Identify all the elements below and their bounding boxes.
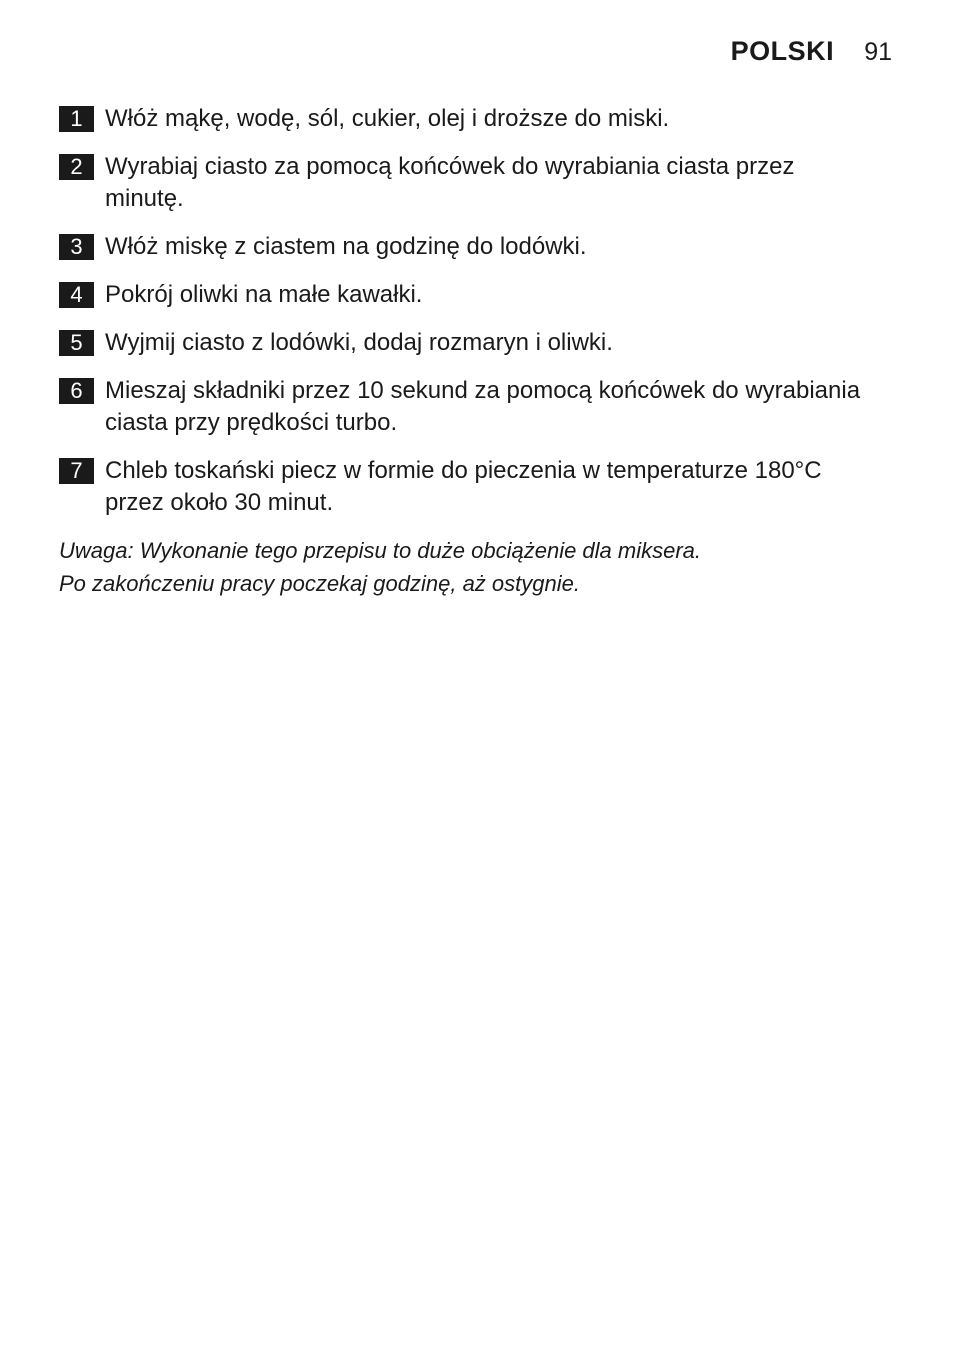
step-text: Chleb toskański piecz w formie do pieczenia w temperaturze 180°C przez około 30 minut. — [105, 457, 822, 516]
page-number: 91 — [864, 38, 892, 66]
step-number-badge: 2 — [59, 154, 94, 180]
note-line: Uwaga: Wykonanie tego przepisu to duże obciążenie dla miksera. — [59, 538, 702, 563]
recipe-steps — [59, 103, 879, 535]
step-number-badge: 3 — [59, 234, 94, 260]
step-item — [59, 103, 879, 135]
step-text: Włóż mąkę, wodę, sól, cukier, olej i droższe do miski. — [105, 105, 670, 132]
step-item — [59, 455, 879, 519]
step-number-badge: 1 — [59, 106, 94, 132]
note-block — [59, 534, 879, 600]
page-header — [731, 36, 892, 67]
step-text: Wyjmij ciasto z lodówki, dodaj rozmaryn i oliwki. — [105, 329, 613, 356]
step-text: Pokrój oliwki na małe kawałki. — [105, 281, 423, 308]
step-number-badge: 5 — [59, 330, 94, 356]
step-item — [59, 327, 879, 359]
step-item — [59, 231, 879, 263]
step-text: Wyrabiaj ciasto za pomocą końcówek do wyrabiania ciasta przez minutę. — [105, 153, 795, 212]
note-line: Po zakończeniu pracy poczekaj godzinę, aż ostygnie. — [59, 571, 580, 596]
step-item — [59, 279, 879, 311]
step-number-badge: 7 — [59, 458, 94, 484]
step-text: Mieszaj składniki przez 10 sekund za pomocą końcówek do wyrabiania ciasta przy prędkości turbo. — [105, 377, 861, 436]
language-label: POLSKI — [730, 36, 835, 66]
step-item — [59, 375, 879, 439]
step-number-badge: 6 — [59, 378, 94, 404]
step-number-badge: 4 — [59, 282, 94, 308]
step-item — [59, 151, 879, 215]
step-text: Włóż miskę z ciastem na godzinę do lodówki. — [105, 233, 587, 260]
